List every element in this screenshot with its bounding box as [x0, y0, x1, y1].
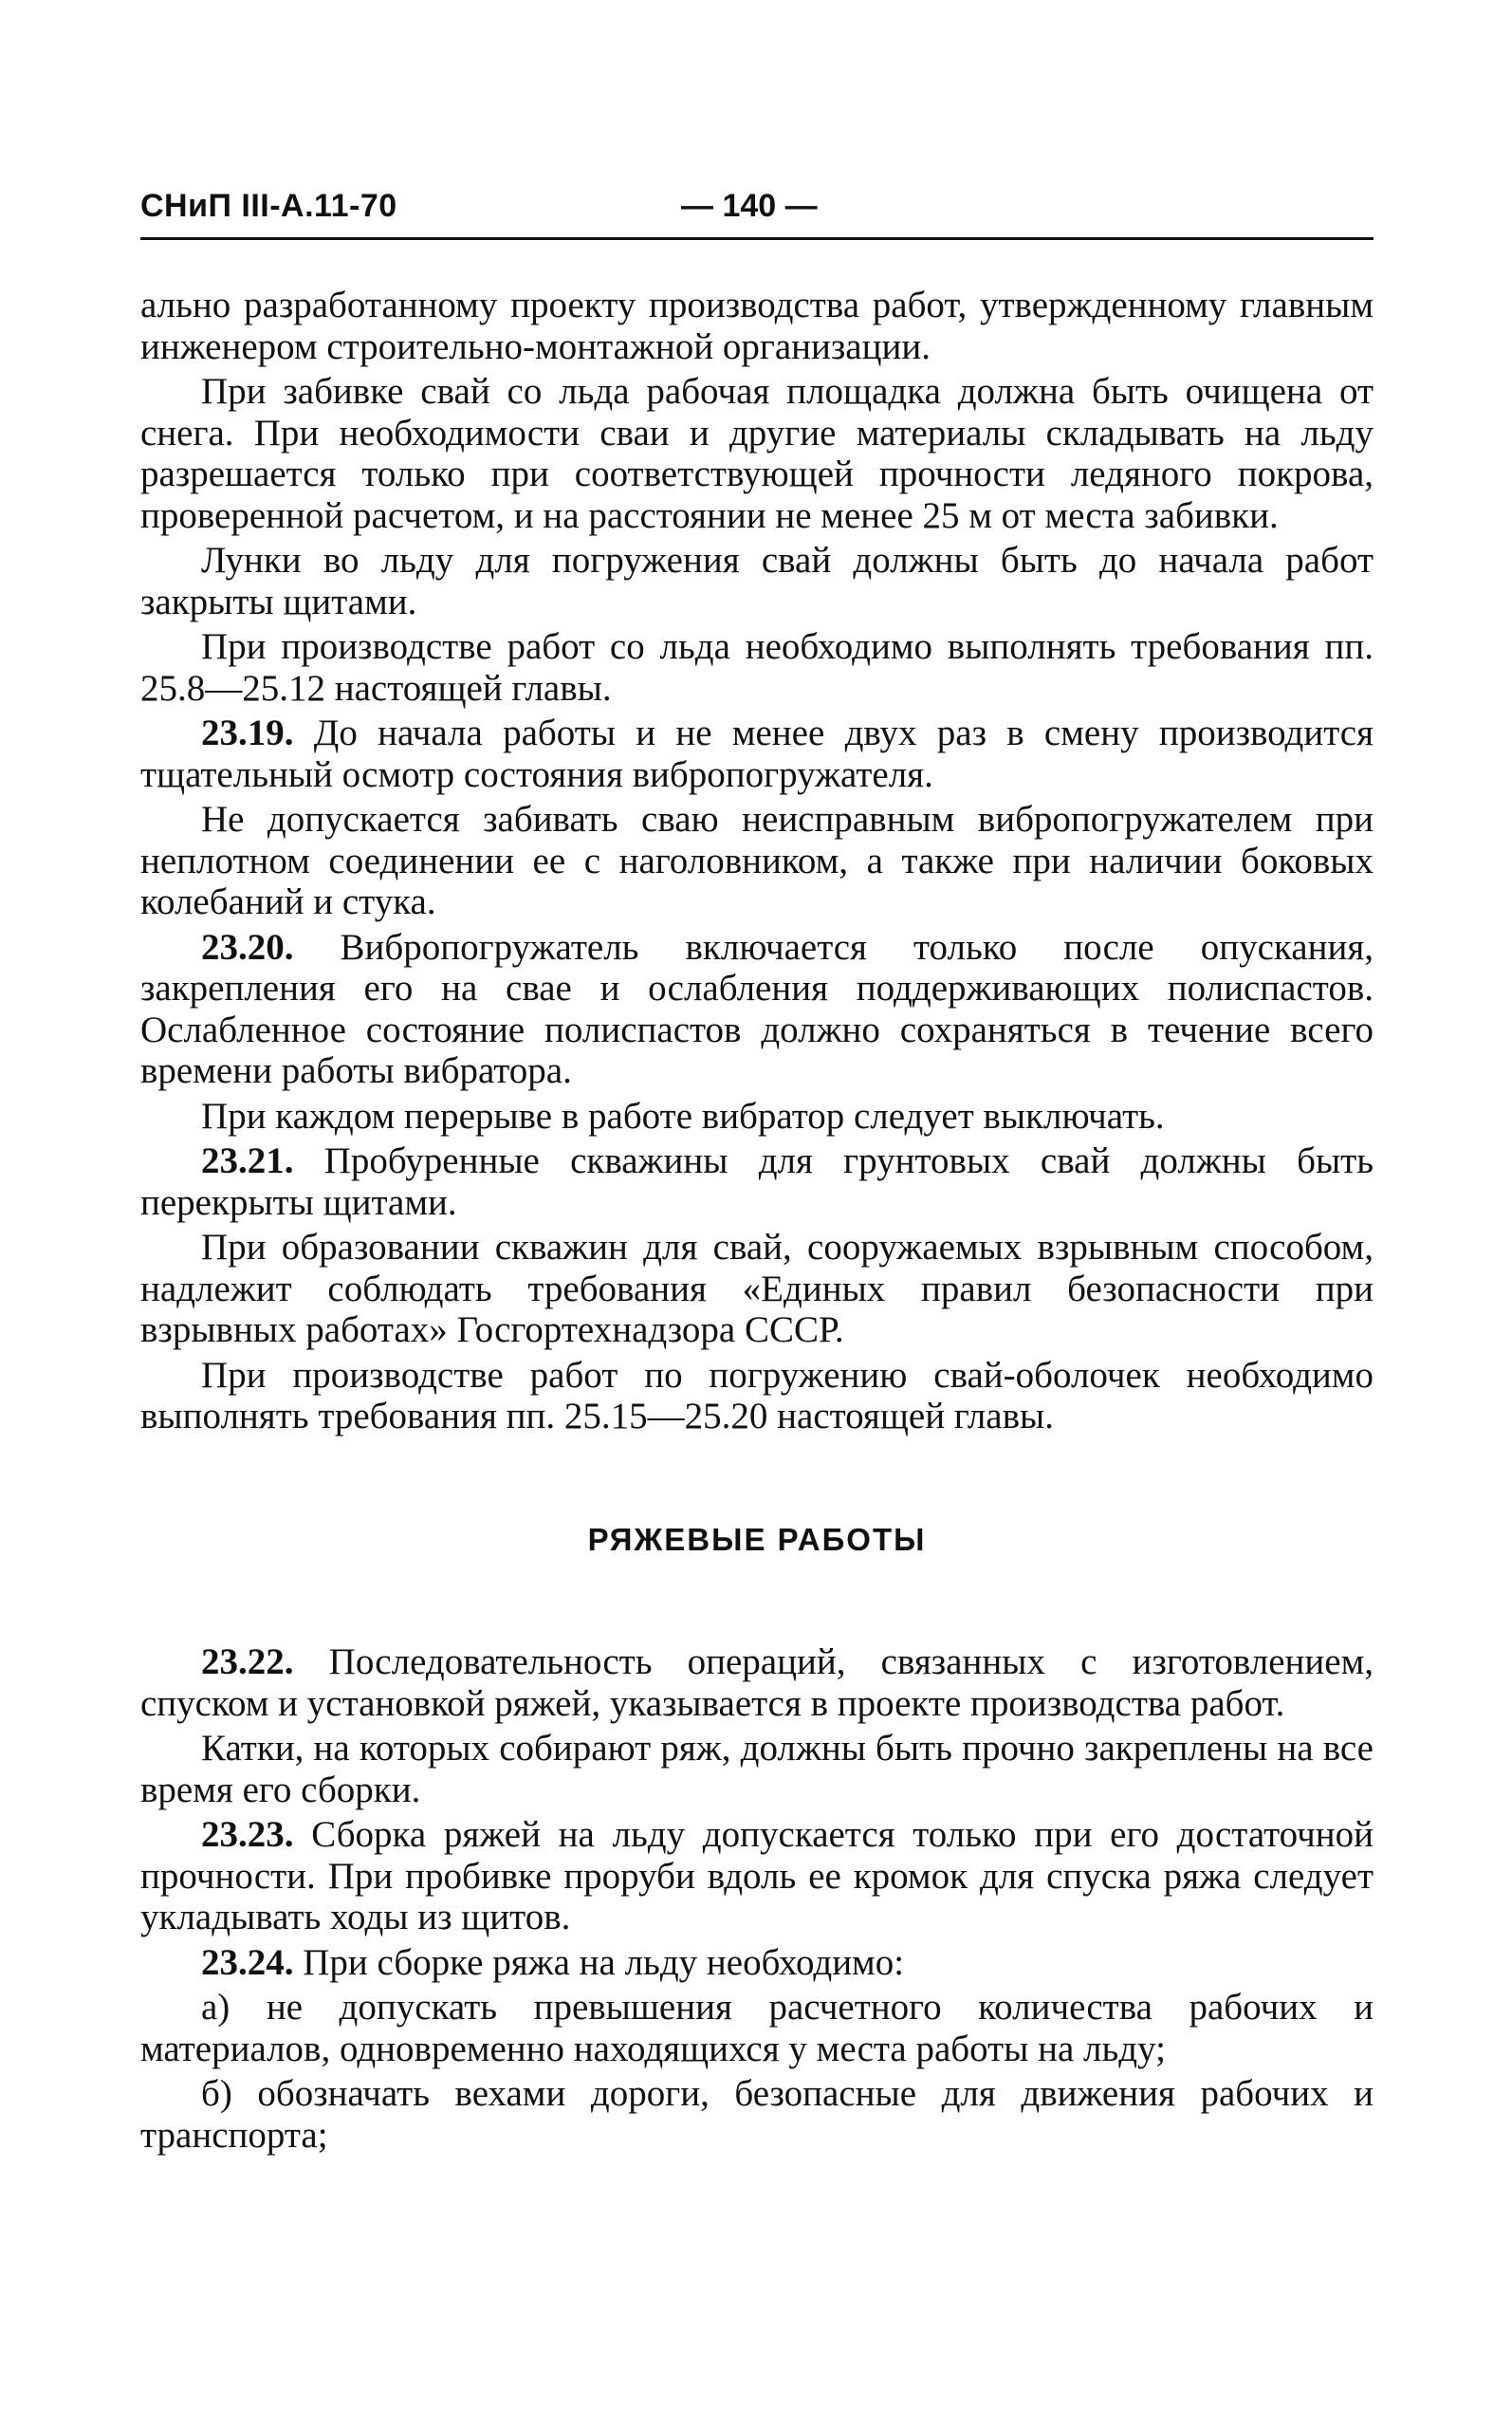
section-title: РЯЖЕВЫЕ РАБОТЫ — [587, 1521, 927, 1557]
document-code: СНиП III-А.11-70 — [140, 188, 397, 224]
header-divider — [140, 237, 1374, 240]
paragraph: Лунки во льду для погружения свай должны быть до начала работ закрыты щитами. — [140, 540, 1374, 622]
clause-23-24: 23.24. При сборке ряжа на льду необходимо: — [201, 1941, 905, 1983]
paragraph: При каждом перерыве в работе вибратор следует выключать. — [201, 1095, 1165, 1137]
clause-number: 23.19. — [201, 713, 294, 753]
clause-23-20: 23.20. Вибропогружатель включается только после опускания, закрепления его на свае и ослабления поддерживающих полиспастов. Ослабленное состояние полиспастов должно сохраняться в течение всего времени работы вибратора. — [140, 926, 1374, 1091]
paragraph-continued: ально разработанному проекту производства работ, утвержденному главным инженером строительно-монтажной организации. — [140, 285, 1374, 367]
clause-23-22: 23.22. Последовательность операций, связанных с изготовлением, спуском и установкой ряжей, указывается в проекте производства работ. — [140, 1641, 1374, 1724]
clause-23-19: 23.19. До начала работы и не менее двух раз в смену производится тщательный осмотр состояния вибропогружателя. — [140, 713, 1374, 795]
page-header — [140, 188, 1374, 245]
paragraph: При забивке свай со льда рабочая площадка должна быть очищена от снега. При необходимости сваи и другие материалы складывать на льду разрешается только при соответствующей прочности ледяного покрова, проверенной расчетом, и на расстоянии не менее 25 м от места забивки. — [140, 371, 1374, 536]
paragraph: При производстве работ со льда необходимо выполнять требования пп. 25.8—25.12 настоящей главы. — [140, 626, 1374, 709]
clause-number: 23.22. — [201, 1641, 294, 1682]
clause-23-21: 23.21. Пробуренные скважины для грунтовых свай должны быть перекрыты щитами. — [140, 1140, 1374, 1223]
paragraph: При производстве работ по погружению свай-оболочек необходимо выполнять требования пп. 25.15—25.20 настоящей главы. — [140, 1354, 1374, 1436]
list-item-a: а) не допускать превышения расчетного количества рабочих и материалов, одновременно находящихся у места работы на льду; — [140, 1987, 1374, 2069]
paragraph: Катки, на которых собирают ряж, должны быть прочно закреплены на все время его сборки. — [140, 1728, 1374, 1810]
list-item-b: б) обозначать вехами дороги, безопасные для движения рабочих и транспорта; — [140, 2073, 1374, 2156]
paragraph: Не допускается забивать сваю неисправным вибропогружателем при неплотном соединении ее с наголовником, а также при наличии боковых колебаний и стука. — [140, 799, 1374, 922]
page-body — [140, 285, 1374, 2159]
page-number: — 140 — — [681, 188, 818, 224]
clause-number: 23.20. — [201, 926, 294, 968]
clause-23-23: 23.23. Сборка ряжей на льду допускается только при его достаточной прочности. При пробивке проруби вдоль ее кромок для спуска ряжа следует укладывать ходы из щитов. — [140, 1814, 1374, 1937]
clause-number: 23.24. — [201, 1941, 294, 1983]
paragraph: При образовании скважин для свай, сооружаемых взрывным способом, надлежит соблюдать требования «Единых правил безопасности при взрывных работах» Госгортехнадзора СССР. — [140, 1227, 1374, 1350]
clause-number: 23.23. — [201, 1814, 294, 1855]
clause-number: 23.21. — [201, 1140, 294, 1181]
